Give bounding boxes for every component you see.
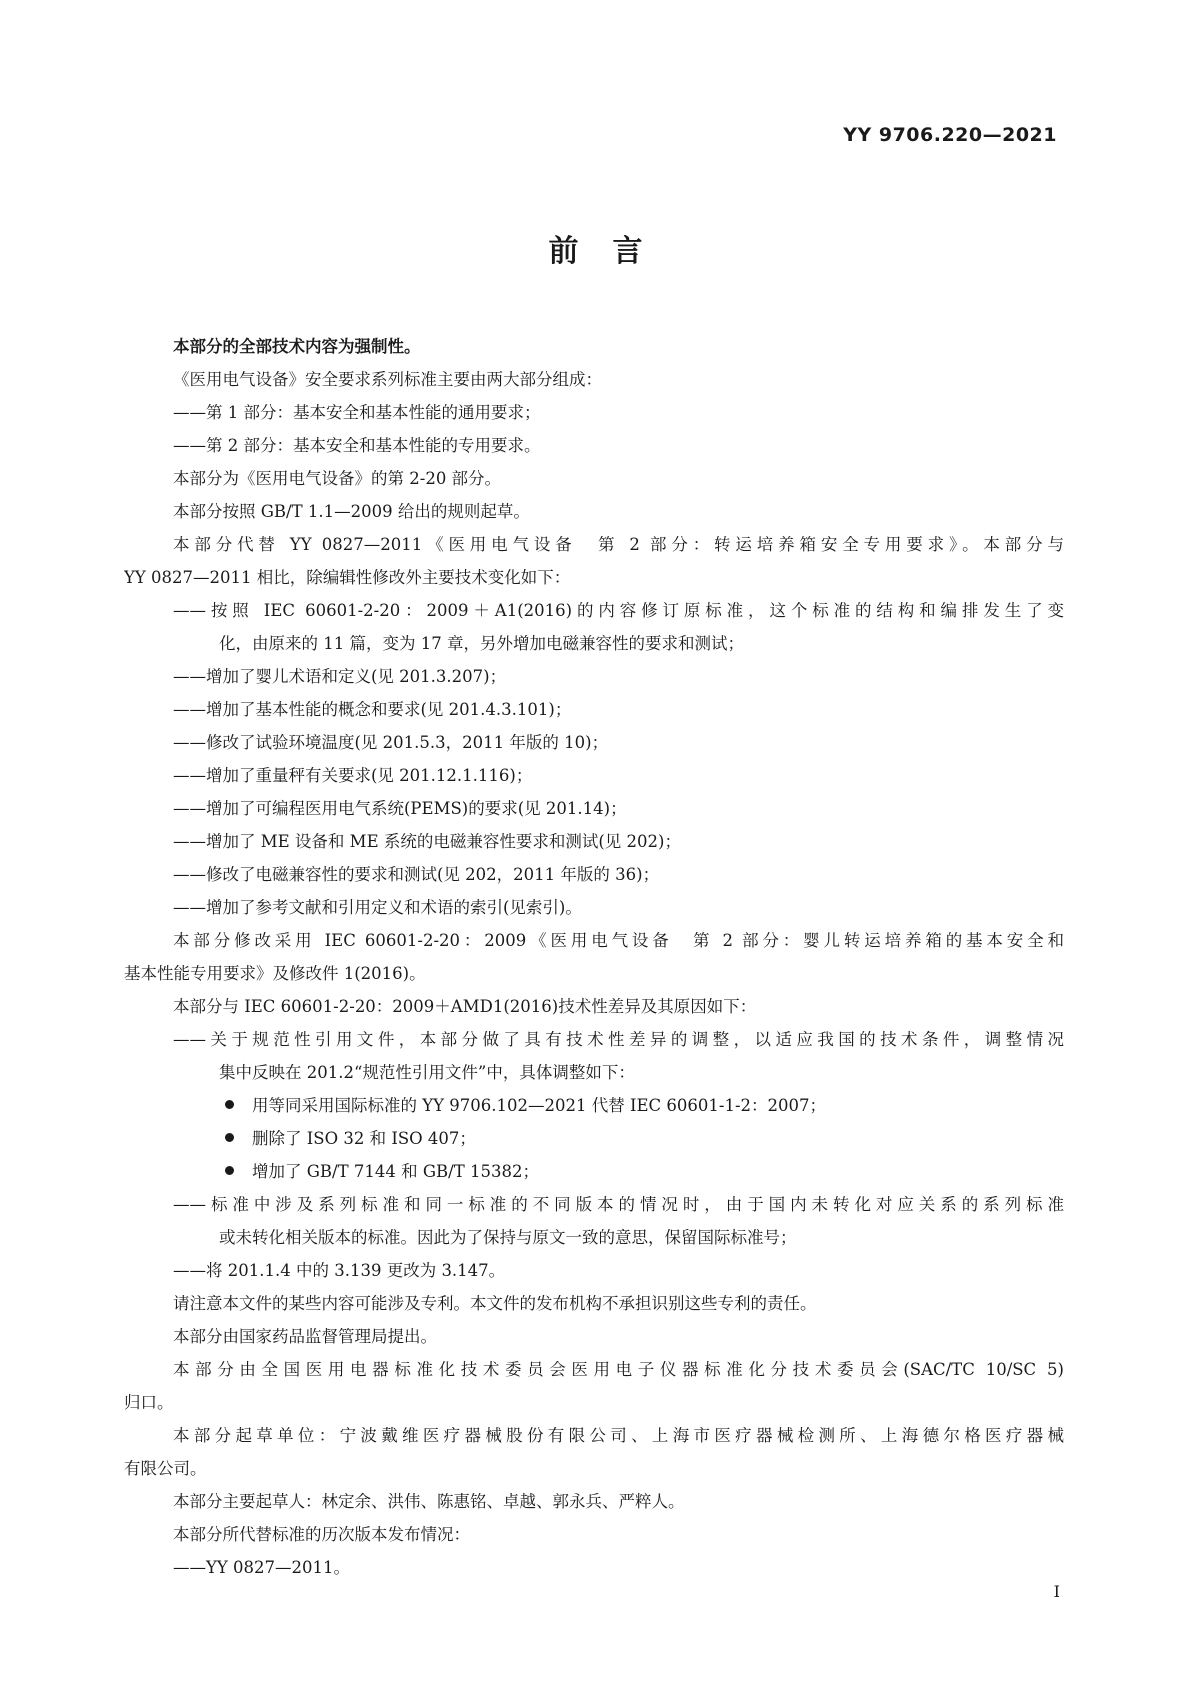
- difference-item-clause-change: ——将 201.1.4 中的 3.139 更改为 3.147。: [173, 1261, 506, 1280]
- change-item-revision-line1: ——按照 IEC 60601-2-20：2009＋A1(2016)的内容修订原标准，这个标准的结构和编排发生了变: [173, 601, 1064, 620]
- difference-item-series-line2: 或未转化相关版本的标准。因此为了保持与原文一致的意思，保留国际标准号；: [219, 1228, 797, 1247]
- list-item-part2: ——第 2 部分：基本安全和基本性能的专用要求。: [173, 436, 541, 455]
- page-title: 前言: [548, 234, 677, 269]
- change-item-infant-terms: ——增加了婴儿术语和定义(见 201.3.207)；: [173, 667, 507, 686]
- paragraph-patent-notice: 请注意本文件的某些内容可能涉及专利。本文件的发布机构不承担识别这些专利的责任。: [173, 1294, 817, 1313]
- change-item-emc-modified: ——修改了电磁兼容性的要求和测试(见 202，2011 年版的 36)；: [173, 865, 660, 884]
- paragraph-series: 《医用电气设备》安全要求系列标准主要由两大部分组成：: [173, 370, 602, 389]
- bullet-icon: [225, 1100, 234, 1109]
- change-item-essential-performance: ——增加了基本性能的概念和要求(见 201.4.3.101)；: [173, 700, 572, 719]
- foreword-body: [124, 330, 1064, 1584]
- change-item-bibliography: ——增加了参考文献和引用定义和术语的索引(见索引)。: [173, 898, 582, 917]
- history-item: ——YY 0827—2011。: [173, 1558, 351, 1577]
- paragraph-adoption-line1: 本部分修改采用 IEC 60601-2-20：2009《医用电气设备 第 2 部分：婴儿转运培养箱的基本安全和: [173, 931, 1064, 950]
- paragraph-drafters: 本部分主要起草人：林定余、洪伟、陈惠铭、卓越、郭永兵、严粹人。: [173, 1492, 685, 1511]
- page-number: I: [1053, 1582, 1060, 1601]
- paragraph-replaces-line1: 本部分代替 YY 0827—2011《医用电气设备 第 2 部分：转运培养箱安全专用要求》。本部分与: [173, 535, 1064, 554]
- bullet-text: 增加了 GB/T 7144 和 GB/T 15382；: [252, 1162, 539, 1181]
- paragraph-replaces-line2: YY 0827—2011 相比，除编辑性修改外主要技术变化如下：: [124, 568, 571, 587]
- paragraph-drafting-units-line1: 本部分起草单位：宁波戴维医疗器械股份有限公司、上海市医疗器械检测所、上海德尔格医疗器械: [173, 1426, 1064, 1445]
- paragraph-history: 本部分所代替标准的历次版本发布情况：: [173, 1525, 470, 1544]
- bullet-icon: [225, 1133, 234, 1142]
- bullet-item-replace: [124, 1089, 1064, 1122]
- paragraph-mandatory: 本部分的全部技术内容为强制性。: [173, 337, 421, 356]
- difference-item-normative-line1: ——关于规范性引用文件，本部分做了具有技术性差异的调整，以适应我国的技术条件，调整情况: [173, 1030, 1064, 1049]
- paragraph-committee-line1: 本部分由全国医用电器标准化技术委员会医用电子仪器标准化分技术委员会(SAC/TC 10/SC 5): [173, 1360, 1064, 1379]
- paragraph-adoption-line2: 基本性能专用要求》及修改件 1(2016)。: [124, 964, 426, 983]
- document-code: YY 9706.220—2021: [843, 124, 1057, 146]
- change-item-emc-added: ——增加了 ME 设备和 ME 系统的电磁兼容性要求和测试(见 202)；: [173, 832, 681, 851]
- bullet-text: 删除了 ISO 32 和 ISO 407；: [252, 1129, 476, 1148]
- change-item-revision-line2: 化，由原来的 11 篇，变为 17 章，另外增加电磁兼容性的要求和测试；: [219, 634, 744, 653]
- paragraph-proposed-by: 本部分由国家药品监督管理局提出。: [173, 1327, 437, 1346]
- paragraph-differences: 本部分与 IEC 60601-2-20：2009＋AMD1(2016)技术性差异及其原因如下：: [173, 997, 757, 1016]
- change-item-weighing-scale: ——增加了重量秤有关要求(见 201.12.1.116)；: [173, 766, 533, 785]
- change-item-test-temperature: ——修改了试验环境温度(见 201.5.3，2011 年版的 10)；: [173, 733, 609, 752]
- bullet-icon: [225, 1166, 234, 1175]
- paragraph-part-number: 本部分为《医用电气设备》的第 2-20 部分。: [173, 469, 502, 488]
- paragraph-drafting-rules: 本部分按照 GB/T 1.1—2009 给出的规则起草。: [173, 502, 530, 521]
- difference-item-normative-line2: 集中反映在 201.2“规范性引用文件”中，具体调整如下：: [219, 1063, 635, 1082]
- paragraph-drafting-units-line2: 有限公司。: [124, 1459, 207, 1478]
- bullet-item-add: [124, 1155, 1064, 1188]
- difference-item-series-line1: ——标准中涉及系列标准和同一标准的不同版本的情况时，由于国内未转化对应关系的系列标准: [173, 1195, 1064, 1214]
- bullet-item-delete: [124, 1122, 1064, 1155]
- list-item-part1: ——第 1 部分：基本安全和基本性能的通用要求；: [173, 403, 541, 422]
- bullet-text: 用等同采用国际标准的 YY 9706.102—2021 代替 IEC 60601-1-2：2007；: [252, 1096, 827, 1115]
- change-item-pems: ——增加了可编程医用电气系统(PEMS)的要求(见 201.14)；: [173, 799, 627, 818]
- paragraph-committee-line2: 归口。: [124, 1393, 174, 1412]
